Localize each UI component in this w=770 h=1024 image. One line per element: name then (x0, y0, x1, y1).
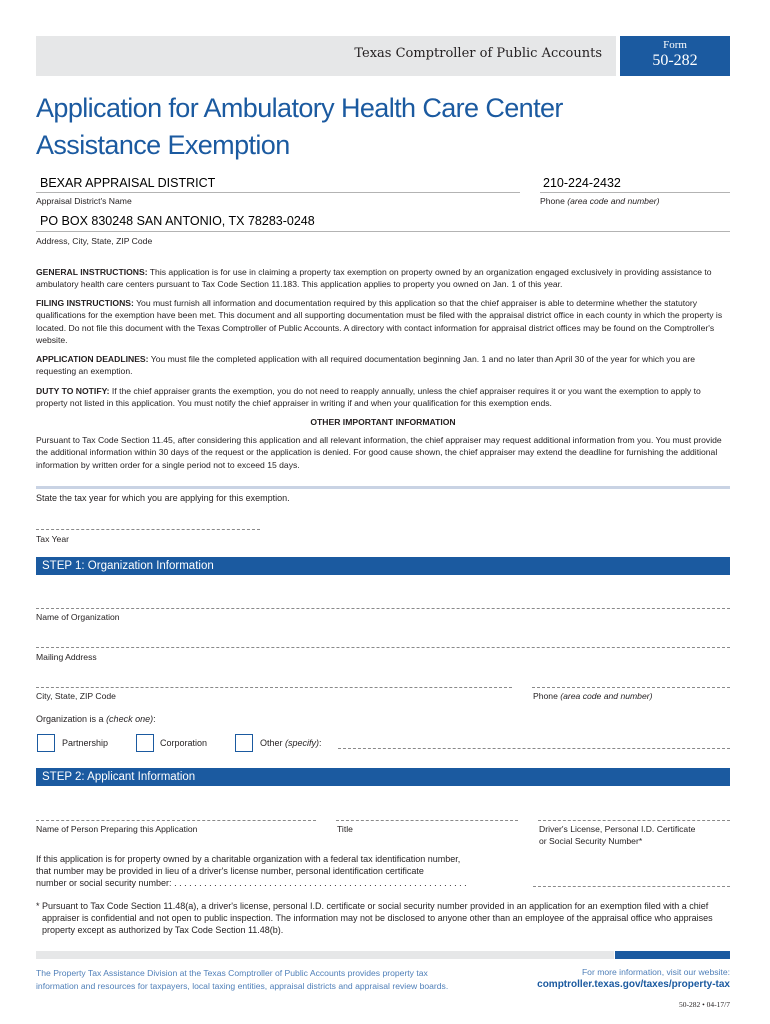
agency-name: Texas Comptroller of Public Accounts (354, 46, 602, 61)
website-link[interactable]: comptroller.texas.gov/taxes/property-tax (537, 979, 730, 990)
preparer-id-caption: Driver's License, Personal I.D. Certificate or Social Security Number* (539, 824, 696, 846)
charitable-note: If this application is for property owned by a charitable organization with a federal tax identification number, that number may be provided in lieu of a driver's license number, personal identification certificate number or social security number: . . . . . . . . . . . . . . . . . . . . . . . . . . . . . . . . . . . . . . . . . . . . . . . . . . . . . . . . . . . (36, 854, 467, 888)
application-deadlines: APPLICATION DEADLINES: You must file the completed application with all required documentation beginning Jan. 1 and no later than April 30 of the year for which you are requesting an exemption. (36, 354, 696, 377)
other-specify-field[interactable] (338, 748, 730, 749)
step1-header: STEP 1: Organization Information (36, 557, 730, 575)
district-name-line (36, 192, 520, 193)
district-name-field[interactable]: BEXAR APPRAISAL DISTRICT (40, 176, 216, 190)
form-label: Form (663, 39, 687, 51)
mailing-address-caption: Mailing Address (36, 652, 97, 662)
other-checkbox[interactable] (235, 734, 253, 752)
general-instructions: GENERAL INSTRUCTIONS: This application is for use in claiming a property tax exemption on property owned by an organization engaged exclusively in providing assistance to ambulatory health care centers pursuant to Tax Code Section 11.183. This application applies to property you owned on Jan. 1 of this year. (36, 267, 712, 290)
page-title (36, 90, 636, 164)
preparer-name-field[interactable] (36, 820, 316, 821)
organization-name-caption: Name of Organization (36, 612, 120, 622)
page-title-line-1: Application for Ambulatory Health Care Center (36, 93, 563, 123)
preparer-title-field[interactable] (336, 820, 518, 821)
organization-phone-field[interactable] (532, 687, 730, 688)
duty-to-notify: DUTY TO NOTIFY: If the chief appraiser grants the exemption, you do not need to reapply annually, unless the chief appraiser requires it or you want the exemption to apply to property not listed in this application. You must notify the chief appraiser in writing if and when your qualification for this exemption ends. (36, 386, 701, 409)
section-divider (36, 486, 730, 489)
preparer-title-caption: Title (337, 824, 353, 834)
district-phone-line (540, 192, 730, 193)
district-address-line (36, 231, 730, 232)
header-bar (36, 36, 616, 76)
partnership-checkbox[interactable] (37, 734, 55, 752)
district-phone-field[interactable]: 210-224-2432 (543, 176, 621, 190)
page-title-line-2: Assistance Exemption (36, 130, 290, 160)
organization-type-prompt: Organization is a (check one): (36, 714, 156, 724)
other-label: Other (specify): (260, 738, 322, 748)
city-state-zip-field[interactable] (36, 687, 512, 688)
form-number-box (620, 36, 730, 76)
district-name-caption: Appraisal District's Name (36, 196, 132, 206)
organization-phone-caption: Phone (area code and number) (533, 691, 653, 701)
district-address-caption: Address, City, State, ZIP Code (36, 236, 153, 246)
federal-tax-id-field[interactable] (533, 886, 730, 887)
mailing-address-field[interactable] (36, 647, 730, 648)
preparer-name-caption: Name of Person Preparing this Application (36, 824, 198, 834)
form-number: 50-282 (652, 52, 698, 69)
filing-instructions: FILING INSTRUCTIONS: You must furnish all information and documentation required by this application so that the chief appraiser is able to determine whether the statutory qualifications for the exemption have been met. This document and all supporting documentation must be filed with the appraisal district office in each county in which the property is located. Do not file this document with the Texas Comptroller of Public Accounts. A directory with contact information for appraisal district offices may be found on the Comptroller's website. (36, 298, 723, 345)
district-address-field[interactable]: PO BOX 830248 SAN ANTONIO, TX 78283-0248 (40, 214, 315, 228)
organization-name-field[interactable] (36, 608, 730, 609)
corporation-checkbox[interactable] (136, 734, 154, 752)
city-state-zip-caption: City, State, ZIP Code (36, 691, 116, 701)
corporation-label: Corporation (160, 738, 208, 748)
footer-description: The Property Tax Assistance Division at the Texas Comptroller of Public Accounts provides property tax information and resources for taxpayers, local taxing entities, appraisal districts and appraisal review boards. (36, 968, 449, 991)
preparer-id-field[interactable] (538, 820, 730, 821)
tax-year-prompt: State the tax year for which you are applying for this exemption. (36, 493, 290, 503)
other-info-heading: OTHER IMPORTANT INFORMATION (310, 417, 456, 427)
tax-year-field[interactable] (36, 529, 260, 530)
confidentiality-footnote: * Pursuant to Tax Code Section 11.48(a), a driver's license, personal I.D. certificate or social security number provided in an application for an exemption filed with a chief appraiser is confidential and not open to public inspection. The information may not be disclosed to anyone other than an employee of the appraisal office who appraises property except as authorized by Tax Code Section 11.48(b). (36, 901, 713, 935)
footer-bar (36, 951, 614, 959)
step2-header: STEP 2: Applicant Information (36, 768, 730, 786)
partnership-label: Partnership (62, 738, 109, 748)
footer-accent (615, 951, 730, 959)
tax-year-caption: Tax Year (36, 534, 69, 544)
footer-website: For more information, visit our website: comptroller.texas.gov/taxes/property-tax (537, 967, 730, 990)
other-info-body: Pursuant to Tax Code Section 11.45, after considering this application and all relevant information, the chief appraiser may request additional information from you. You must provide the additional information within 30 days of the request or the application is denied. For good cause shown, the chief appraiser may extend the deadline for furnishing the additional information by written order for a single period not to exceed 15 days. (36, 435, 722, 470)
form-revision: 50-282 • 04-17/7 (679, 1000, 730, 1009)
district-phone-caption: Phone (area code and number) (540, 196, 660, 206)
